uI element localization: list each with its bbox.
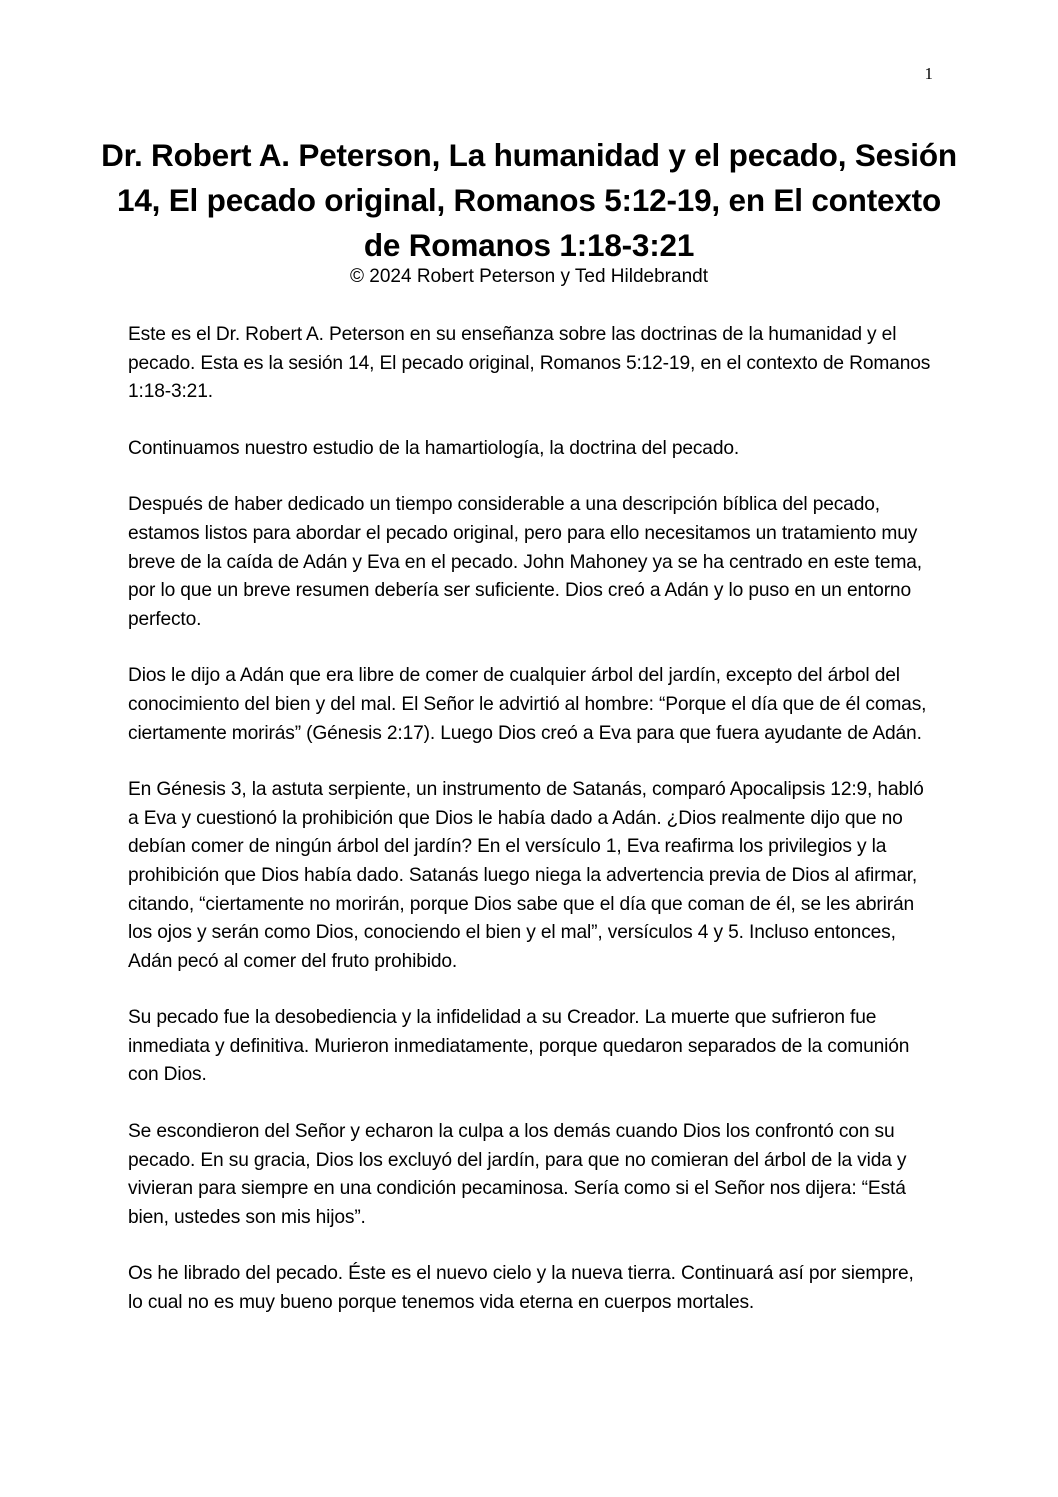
paragraph: Su pecado fue la desobediencia y la infidelidad a su Creador. La muerte que sufrieron fue inmediata y definitiva. Murieron inmediatamente, porque quedaron separados de la comunión con Dios.: [128, 1007, 910, 1086]
paragraph: Después de haber dedicado un tiempo considerable a una descripción bíblica del pecado, estamos listos para abordar el pecado original, pero para ello necesitamos un tratamiento muy breve de la caída de Adán y Eva en el pecado. John Mahoney ya se ha centrado en este tema, por lo que un breve resumen debería ser suficiente. Dios creó a Adán y lo puso en un entorno perfecto.: [128, 494, 922, 630]
document-body: [128, 321, 933, 1346]
copyright-line: © 2024 Robert Peterson y Ted Hildebrandt: [350, 266, 708, 287]
paragraph: Este es el Dr. Robert A. Peterson en su enseñanza sobre las doctrinas de la humanidad y el pecado. Esta es la sesión 14, El pecado original, Romanos 5:12-19, en el contexto de Romanos 1:18-3:21.: [128, 324, 931, 403]
paragraph: Continuamos nuestro estudio de la hamartiología, la doctrina del pecado.: [128, 437, 740, 459]
title-block: [100, 133, 958, 290]
page-number: 1: [924, 64, 933, 83]
paragraph: Se escondieron del Señor y echaron la culpa a los demás cuando Dios los confrontó con su pecado. En su gracia, Dios los excluyó del jardín, para que no comieran del árbol de la vida y vivieran para siempre en una condición pecaminosa. Sería como si el Señor nos dijera: “Está bien, ustedes son mis hijos”.: [128, 1121, 907, 1228]
paragraph: Os he librado del pecado. Éste es el nuevo cielo y la nueva tierra. Continuará así por siempre, lo cual no es muy bueno porque tenemos vida eterna en cuerpos mortales.: [128, 1263, 914, 1314]
paragraph: Dios le dijo a Adán que era libre de comer de cualquier árbol del jardín, excepto del árbol del conocimiento del bien y del mal. El Señor le advirtió al hombre: “Porque el día que de él comas, ciertamente morirás” (Génesis 2:17). Luego Dios creó a Eva para que fuera ayudante de Adán.: [128, 665, 927, 744]
document-title: Dr. Robert A. Peterson, La humanidad y el pecado, Sesión 14, El pecado original, Romanos 5:12-19, en El contexto de Romanos 1:18-3:21: [101, 137, 957, 263]
paragraph: En Génesis 3, la astuta serpiente, un instrumento de Satanás, comparó Apocalipsis 12:9, habló a Eva y cuestionó la prohibición que Dios le había dado a Adán. ¿Dios realmente dijo que no debían comer de ningún árbol del jardín? En el versículo 1, Eva reafirma los privilegios y la prohibición que Dios había dado. Satanás luego niega la advertencia previa de Dios al afirmar, citando, “ciertamente no morirán, porque Dios sabe que el día que coman de él, se les abrirán los ojos y serán como Dios, conociendo el bien y el mal”, versículos 4 y 5. Incluso entonces, Adán pecó al comer del fruto prohibido.: [128, 779, 924, 972]
